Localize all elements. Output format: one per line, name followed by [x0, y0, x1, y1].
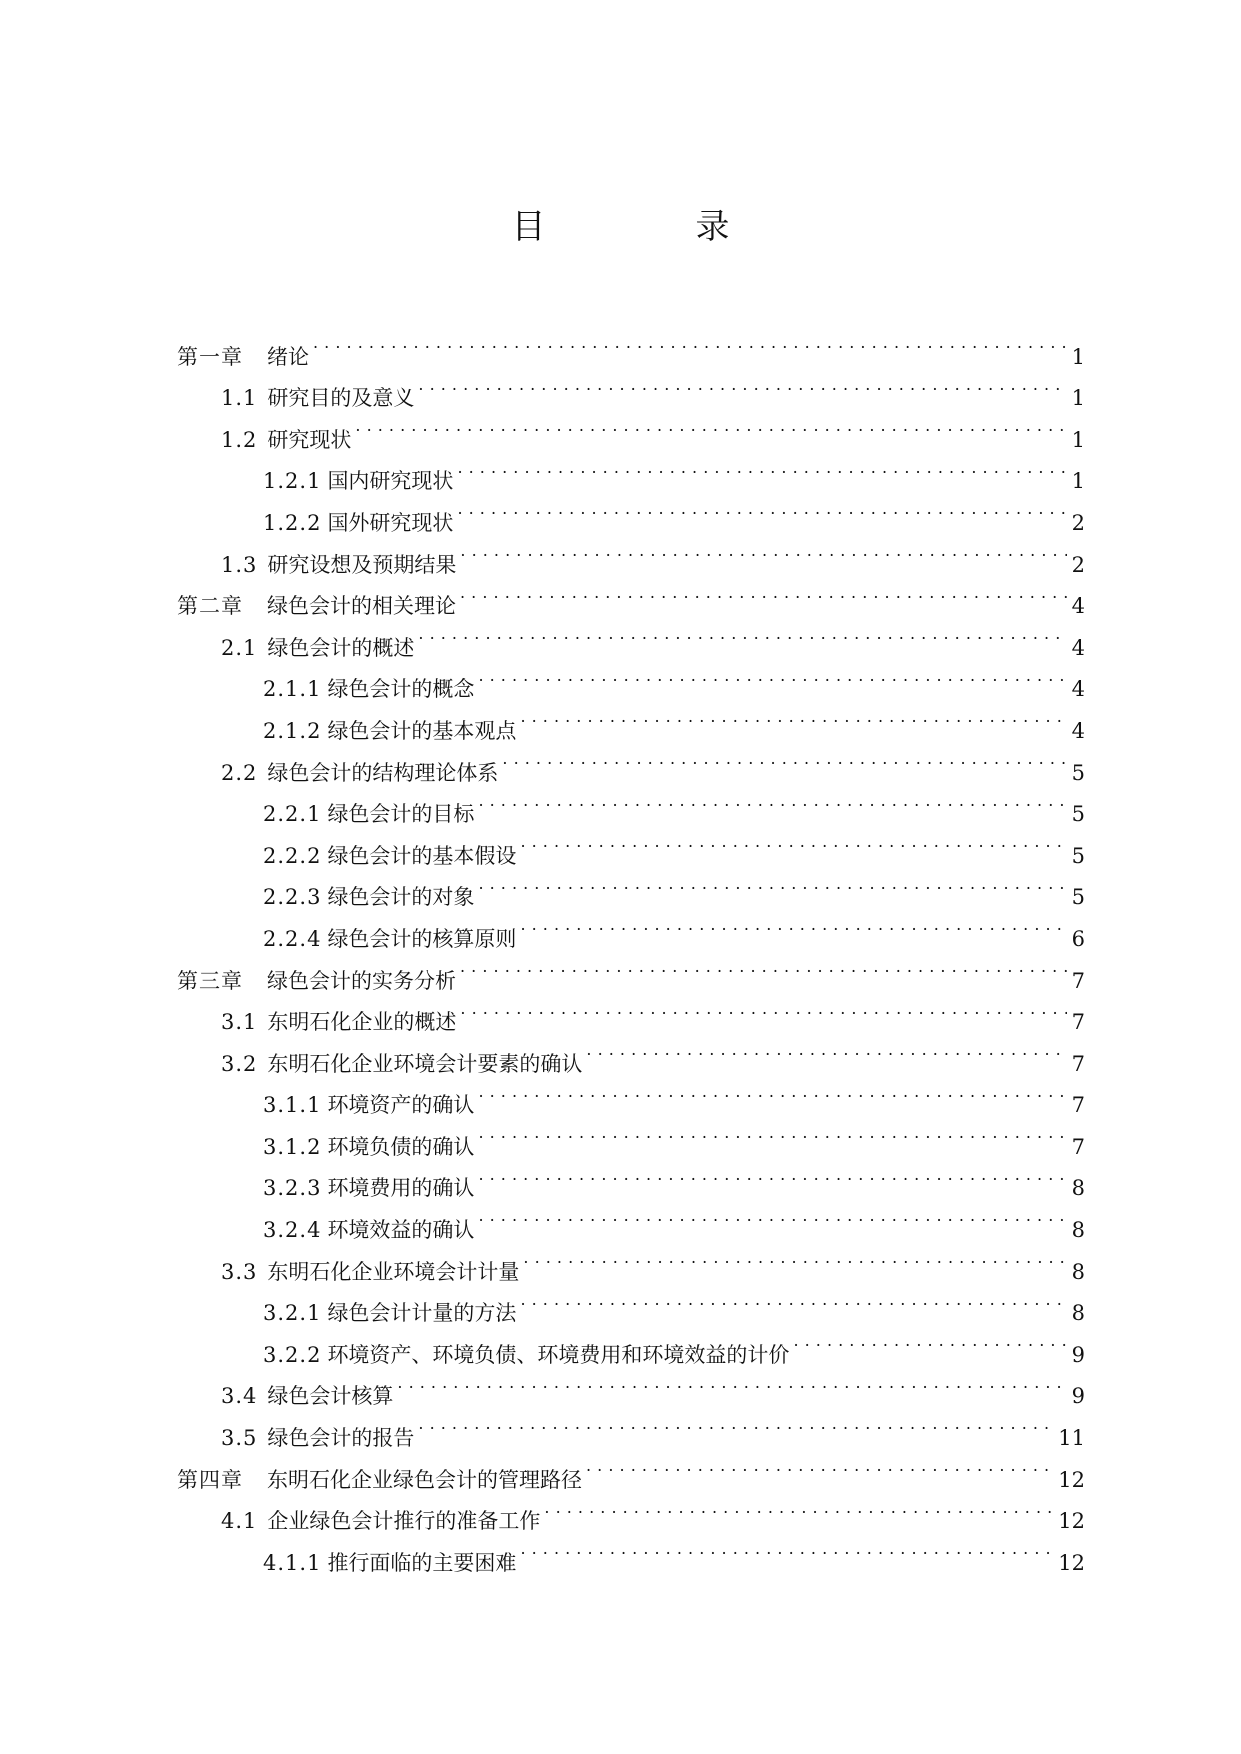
toc-entry-label: 研究现状 [267, 427, 352, 452]
toc-entry-number: 4.1.1 [263, 1550, 322, 1575]
toc-entry-page-number: 8 [1071, 1301, 1085, 1326]
toc-entry-number: 1.2.2 [263, 510, 322, 535]
toc-entry-page-number: 5 [1071, 760, 1085, 785]
toc-entry-page-number: 7 [1071, 1010, 1085, 1035]
toc-leader-dots [523, 1237, 1067, 1279]
toc-entry-number: 3.1 [221, 1010, 258, 1035]
table-of-contents [177, 322, 1085, 1575]
toc-leader-dots [520, 904, 1067, 946]
toc-entry-page-number: 12 [1058, 1509, 1085, 1534]
toc-entry-label: 东明石化企业环境会计计量 [267, 1259, 520, 1284]
toc-leader-dots [460, 988, 1067, 1030]
toc-entry-number: 3.1.1 [263, 1093, 322, 1118]
toc-entry-number: 1.2.1 [263, 469, 322, 494]
toc-entry-label: 企业绿色会计推行的准备工作 [267, 1509, 541, 1534]
toc-entry-label: 环境资产、环境负债、环境费用和环境效益的计价 [327, 1342, 790, 1367]
toc-entry-label: 环境负债的确认 [327, 1134, 475, 1159]
toc-leader-dots [520, 1528, 1054, 1570]
toc-entry-label: 绿色会计的目标 [327, 802, 475, 827]
toc-entry-number: 3.4 [221, 1384, 258, 1409]
toc-entry-page-number: 12 [1058, 1550, 1085, 1575]
toc-entry-label: 推行面临的主要困难 [327, 1550, 517, 1575]
toc-entry-page-number: 4 [1071, 635, 1085, 660]
toc-entry-number: 3.2.2 [263, 1342, 322, 1367]
toc-entry-page-number: 11 [1058, 1426, 1085, 1451]
toc-entry-number: 2.2.3 [263, 885, 322, 910]
toc-entry-page-number: 7 [1071, 1093, 1085, 1118]
toc-leader-dots [478, 1154, 1067, 1196]
toc-leader-dots [586, 1445, 1054, 1487]
toc-entry-label: 绪论 [267, 344, 309, 369]
toc-entry-number: 3.2.1 [263, 1301, 322, 1326]
toc-leader-dots [460, 572, 1067, 614]
toc-entry-number: 1.1 [221, 386, 258, 411]
toc-entry-number: 第一章 [177, 344, 243, 369]
toc-leader-dots [457, 488, 1067, 530]
toc-entry-label: 绿色会计的结构理论体系 [267, 760, 499, 785]
toc-entry-number: 1.2 [221, 427, 258, 452]
toc-leader-dots [520, 821, 1067, 863]
toc-entry-label: 环境费用的确认 [327, 1176, 475, 1201]
toc-entry-page-number: 4 [1071, 594, 1085, 619]
toc-entry-label: 东明石化企业环境会计要素的确认 [267, 1051, 583, 1076]
toc-leader-dots [520, 696, 1067, 738]
toc-entry-page-number: 4 [1071, 718, 1085, 743]
toc-leader-dots [793, 1320, 1067, 1362]
toc-entry-page-number: 1 [1071, 469, 1085, 494]
toc-entry[interactable] [177, 364, 1085, 411]
toc-entry-page-number: 5 [1071, 885, 1085, 910]
toc-entry-label: 东明石化企业绿色会计的管理路径 [267, 1467, 582, 1492]
toc-entry-label: 绿色会计的相关理论 [267, 594, 456, 619]
toc-entry-page-number: 5 [1071, 802, 1085, 827]
toc-entry-label: 绿色会计核算 [267, 1384, 394, 1409]
toc-entry-page-number: 4 [1071, 677, 1085, 702]
toc-entry-label: 环境效益的确认 [327, 1218, 475, 1243]
toc-entry-number: 3.2.3 [263, 1176, 322, 1201]
toc-entry-page-number: 2 [1071, 552, 1085, 577]
toc-entry-number: 2.1.2 [263, 718, 322, 743]
toc-entry-number: 4.1 [221, 1509, 258, 1534]
toc-entry-label: 绿色会计的基本观点 [327, 718, 517, 743]
toc-entry-number: 第二章 [177, 594, 243, 619]
toc-leader-dots [460, 530, 1067, 572]
toc-entry-number: 2.1.1 [263, 677, 322, 702]
toc-entry-label: 绿色会计的对象 [327, 885, 475, 910]
toc-entry-label: 东明石化企业的概述 [267, 1010, 457, 1035]
toc-entry-label: 绿色会计的基本假设 [327, 843, 517, 868]
toc-entry-number: 第三章 [177, 968, 243, 993]
toc-entry-label: 绿色会计的概念 [327, 677, 475, 702]
toc-entry-number: 2.2 [221, 760, 258, 785]
toc-entry-label: 研究目的及意义 [267, 386, 415, 411]
toc-entry-page-number: 12 [1058, 1467, 1085, 1492]
toc-entry-page-number: 1 [1071, 344, 1085, 369]
toc-entry-number: 3.1.2 [263, 1134, 322, 1159]
toc-entry-label: 绿色会计的实务分析 [267, 968, 456, 993]
toc-entry-number: 3.5 [221, 1426, 258, 1451]
toc-entry-page-number: 8 [1071, 1176, 1085, 1201]
toc-entry-page-number: 6 [1071, 926, 1085, 951]
toc-entry-number: 3.2 [221, 1051, 258, 1076]
toc-leader-dots [520, 1279, 1067, 1321]
toc-entry-label: 绿色会计的概述 [267, 635, 415, 660]
toc-leader-dots [418, 364, 1067, 406]
toc-entry-page-number: 8 [1071, 1218, 1085, 1243]
toc-entry-label: 国内研究现状 [327, 469, 454, 494]
toc-leader-dots [478, 1112, 1067, 1154]
toc-title: 目 录 [511, 207, 788, 247]
toc-entry-number: 1.3 [221, 552, 258, 577]
toc-leader-dots [544, 1487, 1054, 1529]
toc-entry-label: 绿色会计的核算原则 [327, 926, 517, 951]
toc-entry-page-number: 2 [1071, 510, 1085, 535]
toc-leader-dots [478, 1195, 1067, 1237]
toc-leader-dots [502, 738, 1067, 780]
toc-entry-number: 3.2.4 [263, 1218, 322, 1243]
toc-leader-dots [418, 1403, 1054, 1445]
toc-leader-dots [478, 863, 1067, 905]
toc-leader-dots [355, 405, 1067, 447]
toc-leader-dots [460, 946, 1067, 988]
toc-entry-number: 第四章 [177, 1467, 243, 1492]
toc-entry-number: 2.1 [221, 635, 258, 660]
toc-entry-label: 环境资产的确认 [327, 1093, 475, 1118]
toc-entry-page-number: 9 [1071, 1384, 1085, 1409]
toc-entry-page-number: 8 [1071, 1259, 1085, 1284]
toc-entry-page-number: 9 [1071, 1342, 1085, 1367]
toc-entry[interactable] [177, 322, 1085, 369]
toc-leader-dots [478, 780, 1067, 822]
toc-leader-dots [457, 447, 1067, 489]
toc-entry-number: 2.2.1 [263, 802, 322, 827]
toc-entry-label: 研究设想及预期结果 [267, 552, 457, 577]
toc-entry-label: 国外研究现状 [327, 510, 454, 535]
toc-entry-page-number: 7 [1071, 1051, 1085, 1076]
toc-leader-dots [397, 1362, 1067, 1404]
toc-entry-label: 绿色会计的报告 [267, 1426, 415, 1451]
toc-leader-dots [478, 655, 1067, 697]
toc-leader-dots [586, 1029, 1067, 1071]
toc-entry-page-number: 7 [1071, 968, 1085, 993]
toc-entry-page-number: 5 [1071, 843, 1085, 868]
toc-entry-number: 3.3 [221, 1259, 258, 1284]
toc-leader-dots [313, 322, 1067, 364]
toc-leader-dots [418, 613, 1067, 655]
toc-entry-page-number: 1 [1071, 427, 1085, 452]
toc-entry-number: 2.2.4 [263, 926, 322, 951]
toc-entry-number: 2.2.2 [263, 843, 322, 868]
toc-entry-label: 绿色会计计量的方法 [327, 1301, 517, 1326]
toc-entry-page-number: 1 [1071, 386, 1085, 411]
toc-entry-page-number: 7 [1071, 1134, 1085, 1159]
toc-leader-dots [478, 1071, 1067, 1113]
